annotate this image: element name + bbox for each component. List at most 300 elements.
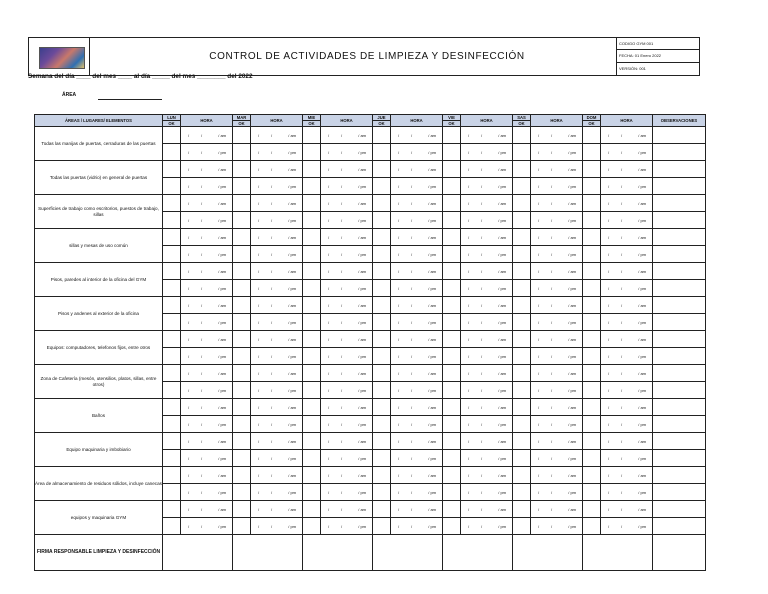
hora-pm-cell[interactable] xyxy=(251,518,303,535)
ok-checkbox-cell[interactable] xyxy=(443,178,461,195)
observaciones-cell[interactable] xyxy=(653,501,706,518)
hora-pm-cell[interactable] xyxy=(251,450,303,467)
ok-checkbox-cell[interactable] xyxy=(373,450,391,467)
ok-checkbox-cell[interactable] xyxy=(233,348,251,365)
hora-am-cell[interactable] xyxy=(461,467,513,484)
ok-checkbox-cell[interactable] xyxy=(443,331,461,348)
hora-am-cell[interactable] xyxy=(251,263,303,280)
ok-checkbox-cell[interactable] xyxy=(233,365,251,382)
ok-checkbox-cell[interactable] xyxy=(163,399,181,416)
hora-pm-cell[interactable] xyxy=(181,416,233,433)
ok-checkbox-cell[interactable] xyxy=(233,484,251,501)
hora-pm-cell[interactable] xyxy=(321,314,373,331)
hora-am-cell[interactable] xyxy=(391,399,443,416)
hora-am-cell[interactable] xyxy=(251,297,303,314)
hora-pm-cell[interactable] xyxy=(181,144,233,161)
hora-pm-cell[interactable] xyxy=(391,382,443,399)
ok-checkbox-cell[interactable] xyxy=(303,178,321,195)
hora-am-cell[interactable] xyxy=(461,229,513,246)
area-input-line[interactable] xyxy=(98,99,162,100)
ok-checkbox-cell[interactable] xyxy=(443,501,461,518)
hora-am-cell[interactable] xyxy=(181,331,233,348)
ok-checkbox-cell[interactable] xyxy=(513,365,531,382)
ok-checkbox-cell[interactable] xyxy=(373,297,391,314)
hora-pm-cell[interactable] xyxy=(531,144,583,161)
ok-checkbox-cell[interactable] xyxy=(513,229,531,246)
hora-am-cell[interactable] xyxy=(321,297,373,314)
ok-checkbox-cell[interactable] xyxy=(513,416,531,433)
ok-checkbox-cell[interactable] xyxy=(583,195,601,212)
hora-pm-cell[interactable] xyxy=(391,450,443,467)
hora-am-cell[interactable] xyxy=(181,433,233,450)
ok-checkbox-cell[interactable] xyxy=(583,178,601,195)
ok-checkbox-cell[interactable] xyxy=(583,348,601,365)
ok-checkbox-cell[interactable] xyxy=(303,297,321,314)
ok-checkbox-cell[interactable] xyxy=(583,144,601,161)
hora-pm-cell[interactable] xyxy=(461,246,513,263)
ok-checkbox-cell[interactable] xyxy=(443,229,461,246)
ok-checkbox-cell[interactable] xyxy=(583,297,601,314)
firma-observaciones-cell[interactable] xyxy=(653,535,706,571)
observaciones-cell[interactable] xyxy=(653,348,706,365)
hora-am-cell[interactable] xyxy=(251,229,303,246)
hora-am-cell[interactable] xyxy=(181,195,233,212)
observaciones-cell[interactable] xyxy=(653,416,706,433)
hora-am-cell[interactable] xyxy=(601,195,653,212)
ok-checkbox-cell[interactable] xyxy=(233,280,251,297)
ok-checkbox-cell[interactable] xyxy=(443,518,461,535)
ok-checkbox-cell[interactable] xyxy=(163,314,181,331)
hora-am-cell[interactable] xyxy=(461,127,513,144)
ok-checkbox-cell[interactable] xyxy=(163,178,181,195)
hora-am-cell[interactable] xyxy=(251,365,303,382)
hora-pm-cell[interactable] xyxy=(601,144,653,161)
hora-pm-cell[interactable] xyxy=(461,348,513,365)
ok-checkbox-cell[interactable] xyxy=(303,518,321,535)
hora-am-cell[interactable] xyxy=(601,399,653,416)
ok-checkbox-cell[interactable] xyxy=(163,484,181,501)
hora-am-cell[interactable] xyxy=(531,195,583,212)
hora-am-cell[interactable] xyxy=(251,127,303,144)
hora-pm-cell[interactable] xyxy=(601,178,653,195)
ok-checkbox-cell[interactable] xyxy=(443,433,461,450)
ok-checkbox-cell[interactable] xyxy=(583,365,601,382)
hora-am-cell[interactable] xyxy=(251,331,303,348)
ok-checkbox-cell[interactable] xyxy=(373,195,391,212)
hora-pm-cell[interactable] xyxy=(531,212,583,229)
ok-checkbox-cell[interactable] xyxy=(163,297,181,314)
hora-pm-cell[interactable] xyxy=(461,212,513,229)
ok-checkbox-cell[interactable] xyxy=(233,297,251,314)
hora-pm-cell[interactable] xyxy=(531,484,583,501)
hora-pm-cell[interactable] xyxy=(251,144,303,161)
ok-checkbox-cell[interactable] xyxy=(303,433,321,450)
hora-pm-cell[interactable] xyxy=(531,280,583,297)
observaciones-cell[interactable] xyxy=(653,297,706,314)
hora-pm-cell[interactable] xyxy=(391,314,443,331)
hora-am-cell[interactable] xyxy=(321,229,373,246)
ok-checkbox-cell[interactable] xyxy=(513,144,531,161)
hora-am-cell[interactable] xyxy=(321,127,373,144)
ok-checkbox-cell[interactable] xyxy=(163,348,181,365)
hora-pm-cell[interactable] xyxy=(321,484,373,501)
firma-signature-cell[interactable] xyxy=(373,535,443,571)
hora-pm-cell[interactable] xyxy=(391,416,443,433)
hora-pm-cell[interactable] xyxy=(461,450,513,467)
ok-checkbox-cell[interactable] xyxy=(583,416,601,433)
hora-am-cell[interactable] xyxy=(251,467,303,484)
hora-pm-cell[interactable] xyxy=(391,246,443,263)
ok-checkbox-cell[interactable] xyxy=(303,331,321,348)
hora-am-cell[interactable] xyxy=(321,501,373,518)
hora-am-cell[interactable] xyxy=(601,331,653,348)
observaciones-cell[interactable] xyxy=(653,280,706,297)
hora-pm-cell[interactable] xyxy=(321,246,373,263)
hora-pm-cell[interactable] xyxy=(531,348,583,365)
ok-checkbox-cell[interactable] xyxy=(583,246,601,263)
ok-checkbox-cell[interactable] xyxy=(443,280,461,297)
ok-checkbox-cell[interactable] xyxy=(583,450,601,467)
ok-checkbox-cell[interactable] xyxy=(373,467,391,484)
hora-pm-cell[interactable] xyxy=(251,280,303,297)
ok-checkbox-cell[interactable] xyxy=(513,399,531,416)
ok-checkbox-cell[interactable] xyxy=(443,348,461,365)
ok-checkbox-cell[interactable] xyxy=(373,229,391,246)
hora-am-cell[interactable] xyxy=(321,195,373,212)
ok-checkbox-cell[interactable] xyxy=(163,212,181,229)
hora-am-cell[interactable] xyxy=(321,399,373,416)
ok-checkbox-cell[interactable] xyxy=(513,280,531,297)
ok-checkbox-cell[interactable] xyxy=(373,348,391,365)
ok-checkbox-cell[interactable] xyxy=(303,229,321,246)
observaciones-cell[interactable] xyxy=(653,331,706,348)
ok-checkbox-cell[interactable] xyxy=(583,501,601,518)
observaciones-cell[interactable] xyxy=(653,212,706,229)
hora-pm-cell[interactable] xyxy=(321,144,373,161)
hora-am-cell[interactable] xyxy=(251,161,303,178)
ok-checkbox-cell[interactable] xyxy=(513,212,531,229)
ok-checkbox-cell[interactable] xyxy=(163,161,181,178)
hora-pm-cell[interactable] xyxy=(181,382,233,399)
hora-pm-cell[interactable] xyxy=(251,178,303,195)
ok-checkbox-cell[interactable] xyxy=(583,314,601,331)
hora-pm-cell[interactable] xyxy=(391,518,443,535)
ok-checkbox-cell[interactable] xyxy=(373,280,391,297)
observaciones-cell[interactable] xyxy=(653,365,706,382)
ok-checkbox-cell[interactable] xyxy=(233,450,251,467)
ok-checkbox-cell[interactable] xyxy=(233,331,251,348)
observaciones-cell[interactable] xyxy=(653,399,706,416)
ok-checkbox-cell[interactable] xyxy=(513,263,531,280)
ok-checkbox-cell[interactable] xyxy=(303,144,321,161)
ok-checkbox-cell[interactable] xyxy=(233,467,251,484)
ok-checkbox-cell[interactable] xyxy=(583,127,601,144)
hora-pm-cell[interactable] xyxy=(601,484,653,501)
observaciones-cell[interactable] xyxy=(653,246,706,263)
hora-pm-cell[interactable] xyxy=(251,484,303,501)
observaciones-cell[interactable] xyxy=(653,144,706,161)
ok-checkbox-cell[interactable] xyxy=(303,484,321,501)
hora-am-cell[interactable] xyxy=(321,365,373,382)
ok-checkbox-cell[interactable] xyxy=(233,161,251,178)
ok-checkbox-cell[interactable] xyxy=(443,246,461,263)
ok-checkbox-cell[interactable] xyxy=(443,399,461,416)
firma-signature-cell[interactable] xyxy=(303,535,373,571)
ok-checkbox-cell[interactable] xyxy=(373,518,391,535)
hora-am-cell[interactable] xyxy=(251,433,303,450)
ok-checkbox-cell[interactable] xyxy=(233,501,251,518)
hora-pm-cell[interactable] xyxy=(391,348,443,365)
hora-am-cell[interactable] xyxy=(391,263,443,280)
ok-checkbox-cell[interactable] xyxy=(443,144,461,161)
hora-pm-cell[interactable] xyxy=(531,382,583,399)
hora-am-cell[interactable] xyxy=(321,161,373,178)
ok-checkbox-cell[interactable] xyxy=(513,450,531,467)
firma-signature-cell[interactable] xyxy=(163,535,233,571)
hora-am-cell[interactable] xyxy=(391,467,443,484)
hora-am-cell[interactable] xyxy=(181,229,233,246)
ok-checkbox-cell[interactable] xyxy=(233,212,251,229)
hora-am-cell[interactable] xyxy=(251,399,303,416)
hora-pm-cell[interactable] xyxy=(601,382,653,399)
ok-checkbox-cell[interactable] xyxy=(443,416,461,433)
hora-pm-cell[interactable] xyxy=(461,314,513,331)
observaciones-cell[interactable] xyxy=(653,314,706,331)
hora-pm-cell[interactable] xyxy=(181,314,233,331)
ok-checkbox-cell[interactable] xyxy=(163,467,181,484)
ok-checkbox-cell[interactable] xyxy=(233,246,251,263)
ok-checkbox-cell[interactable] xyxy=(233,195,251,212)
ok-checkbox-cell[interactable] xyxy=(513,314,531,331)
hora-am-cell[interactable] xyxy=(601,467,653,484)
hora-am-cell[interactable] xyxy=(461,501,513,518)
hora-am-cell[interactable] xyxy=(461,365,513,382)
ok-checkbox-cell[interactable] xyxy=(303,416,321,433)
hora-am-cell[interactable] xyxy=(601,229,653,246)
ok-checkbox-cell[interactable] xyxy=(443,297,461,314)
hora-am-cell[interactable] xyxy=(531,297,583,314)
ok-checkbox-cell[interactable] xyxy=(163,144,181,161)
ok-checkbox-cell[interactable] xyxy=(233,382,251,399)
hora-pm-cell[interactable] xyxy=(251,246,303,263)
hora-pm-cell[interactable] xyxy=(321,382,373,399)
hora-am-cell[interactable] xyxy=(181,365,233,382)
hora-am-cell[interactable] xyxy=(321,467,373,484)
hora-pm-cell[interactable] xyxy=(181,348,233,365)
hora-pm-cell[interactable] xyxy=(601,246,653,263)
ok-checkbox-cell[interactable] xyxy=(163,518,181,535)
ok-checkbox-cell[interactable] xyxy=(163,229,181,246)
ok-checkbox-cell[interactable] xyxy=(583,161,601,178)
ok-checkbox-cell[interactable] xyxy=(443,161,461,178)
hora-pm-cell[interactable] xyxy=(601,212,653,229)
hora-am-cell[interactable] xyxy=(461,263,513,280)
hora-am-cell[interactable] xyxy=(601,263,653,280)
ok-checkbox-cell[interactable] xyxy=(303,501,321,518)
ok-checkbox-cell[interactable] xyxy=(583,331,601,348)
ok-checkbox-cell[interactable] xyxy=(163,433,181,450)
hora-am-cell[interactable] xyxy=(391,195,443,212)
hora-am-cell[interactable] xyxy=(531,467,583,484)
hora-am-cell[interactable] xyxy=(391,501,443,518)
hora-am-cell[interactable] xyxy=(601,161,653,178)
ok-checkbox-cell[interactable] xyxy=(303,467,321,484)
ok-checkbox-cell[interactable] xyxy=(513,297,531,314)
firma-signature-cell[interactable] xyxy=(233,535,303,571)
ok-checkbox-cell[interactable] xyxy=(163,382,181,399)
ok-checkbox-cell[interactable] xyxy=(513,348,531,365)
ok-checkbox-cell[interactable] xyxy=(163,501,181,518)
hora-am-cell[interactable] xyxy=(461,195,513,212)
ok-checkbox-cell[interactable] xyxy=(163,331,181,348)
hora-am-cell[interactable] xyxy=(531,399,583,416)
ok-checkbox-cell[interactable] xyxy=(233,178,251,195)
ok-checkbox-cell[interactable] xyxy=(513,433,531,450)
hora-am-cell[interactable] xyxy=(391,127,443,144)
ok-checkbox-cell[interactable] xyxy=(303,263,321,280)
hora-pm-cell[interactable] xyxy=(461,382,513,399)
hora-pm-cell[interactable] xyxy=(601,314,653,331)
observaciones-cell[interactable] xyxy=(653,382,706,399)
firma-signature-cell[interactable] xyxy=(583,535,653,571)
hora-pm-cell[interactable] xyxy=(391,212,443,229)
ok-checkbox-cell[interactable] xyxy=(303,212,321,229)
ok-checkbox-cell[interactable] xyxy=(233,229,251,246)
hora-pm-cell[interactable] xyxy=(461,416,513,433)
ok-checkbox-cell[interactable] xyxy=(373,365,391,382)
hora-am-cell[interactable] xyxy=(601,433,653,450)
observaciones-cell[interactable] xyxy=(653,433,706,450)
ok-checkbox-cell[interactable] xyxy=(513,127,531,144)
hora-am-cell[interactable] xyxy=(181,161,233,178)
hora-am-cell[interactable] xyxy=(601,127,653,144)
ok-checkbox-cell[interactable] xyxy=(163,280,181,297)
hora-am-cell[interactable] xyxy=(181,263,233,280)
ok-checkbox-cell[interactable] xyxy=(583,229,601,246)
ok-checkbox-cell[interactable] xyxy=(443,263,461,280)
hora-am-cell[interactable] xyxy=(531,229,583,246)
ok-checkbox-cell[interactable] xyxy=(373,433,391,450)
ok-checkbox-cell[interactable] xyxy=(513,195,531,212)
ok-checkbox-cell[interactable] xyxy=(513,246,531,263)
ok-checkbox-cell[interactable] xyxy=(233,399,251,416)
hora-am-cell[interactable] xyxy=(531,161,583,178)
observaciones-cell[interactable] xyxy=(653,127,706,144)
hora-pm-cell[interactable] xyxy=(601,518,653,535)
hora-am-cell[interactable] xyxy=(391,161,443,178)
ok-checkbox-cell[interactable] xyxy=(233,416,251,433)
ok-checkbox-cell[interactable] xyxy=(373,127,391,144)
hora-pm-cell[interactable] xyxy=(531,314,583,331)
ok-checkbox-cell[interactable] xyxy=(443,195,461,212)
hora-am-cell[interactable] xyxy=(391,297,443,314)
ok-checkbox-cell[interactable] xyxy=(233,518,251,535)
ok-checkbox-cell[interactable] xyxy=(373,501,391,518)
ok-checkbox-cell[interactable] xyxy=(373,416,391,433)
hora-am-cell[interactable] xyxy=(461,297,513,314)
hora-am-cell[interactable] xyxy=(461,433,513,450)
hora-am-cell[interactable] xyxy=(531,433,583,450)
ok-checkbox-cell[interactable] xyxy=(373,144,391,161)
ok-checkbox-cell[interactable] xyxy=(373,263,391,280)
hora-pm-cell[interactable] xyxy=(321,450,373,467)
ok-checkbox-cell[interactable] xyxy=(513,331,531,348)
hora-am-cell[interactable] xyxy=(181,297,233,314)
hora-am-cell[interactable] xyxy=(391,365,443,382)
ok-checkbox-cell[interactable] xyxy=(513,161,531,178)
ok-checkbox-cell[interactable] xyxy=(303,348,321,365)
ok-checkbox-cell[interactable] xyxy=(373,484,391,501)
ok-checkbox-cell[interactable] xyxy=(443,382,461,399)
hora-pm-cell[interactable] xyxy=(531,518,583,535)
hora-pm-cell[interactable] xyxy=(251,416,303,433)
ok-checkbox-cell[interactable] xyxy=(443,127,461,144)
ok-checkbox-cell[interactable] xyxy=(443,467,461,484)
hora-pm-cell[interactable] xyxy=(531,178,583,195)
hora-pm-cell[interactable] xyxy=(531,450,583,467)
hora-pm-cell[interactable] xyxy=(321,212,373,229)
observaciones-cell[interactable] xyxy=(653,484,706,501)
ok-checkbox-cell[interactable] xyxy=(303,450,321,467)
ok-checkbox-cell[interactable] xyxy=(233,263,251,280)
hora-am-cell[interactable] xyxy=(461,399,513,416)
ok-checkbox-cell[interactable] xyxy=(303,127,321,144)
hora-am-cell[interactable] xyxy=(531,127,583,144)
hora-am-cell[interactable] xyxy=(251,195,303,212)
ok-checkbox-cell[interactable] xyxy=(443,365,461,382)
firma-signature-cell[interactable] xyxy=(513,535,583,571)
ok-checkbox-cell[interactable] xyxy=(233,433,251,450)
ok-checkbox-cell[interactable] xyxy=(163,127,181,144)
ok-checkbox-cell[interactable] xyxy=(583,212,601,229)
hora-pm-cell[interactable] xyxy=(321,416,373,433)
observaciones-cell[interactable] xyxy=(653,229,706,246)
hora-pm-cell[interactable] xyxy=(181,246,233,263)
hora-am-cell[interactable] xyxy=(461,331,513,348)
hora-pm-cell[interactable] xyxy=(461,518,513,535)
ok-checkbox-cell[interactable] xyxy=(373,314,391,331)
hora-pm-cell[interactable] xyxy=(321,348,373,365)
ok-checkbox-cell[interactable] xyxy=(373,212,391,229)
hora-pm-cell[interactable] xyxy=(251,382,303,399)
ok-checkbox-cell[interactable] xyxy=(443,484,461,501)
hora-pm-cell[interactable] xyxy=(531,246,583,263)
observaciones-cell[interactable] xyxy=(653,450,706,467)
hora-am-cell[interactable] xyxy=(321,263,373,280)
ok-checkbox-cell[interactable] xyxy=(303,399,321,416)
hora-am-cell[interactable] xyxy=(391,433,443,450)
hora-pm-cell[interactable] xyxy=(461,280,513,297)
ok-checkbox-cell[interactable] xyxy=(513,382,531,399)
hora-pm-cell[interactable] xyxy=(181,450,233,467)
hora-am-cell[interactable] xyxy=(461,161,513,178)
ok-checkbox-cell[interactable] xyxy=(373,331,391,348)
hora-am-cell[interactable] xyxy=(391,229,443,246)
hora-pm-cell[interactable] xyxy=(391,484,443,501)
ok-checkbox-cell[interactable] xyxy=(513,501,531,518)
hora-pm-cell[interactable] xyxy=(181,518,233,535)
ok-checkbox-cell[interactable] xyxy=(583,518,601,535)
hora-am-cell[interactable] xyxy=(601,297,653,314)
hora-pm-cell[interactable] xyxy=(601,280,653,297)
ok-checkbox-cell[interactable] xyxy=(513,467,531,484)
ok-checkbox-cell[interactable] xyxy=(303,280,321,297)
hora-am-cell[interactable] xyxy=(531,365,583,382)
hora-pm-cell[interactable] xyxy=(461,144,513,161)
hora-pm-cell[interactable] xyxy=(461,484,513,501)
hora-am-cell[interactable] xyxy=(531,331,583,348)
hora-pm-cell[interactable] xyxy=(601,450,653,467)
